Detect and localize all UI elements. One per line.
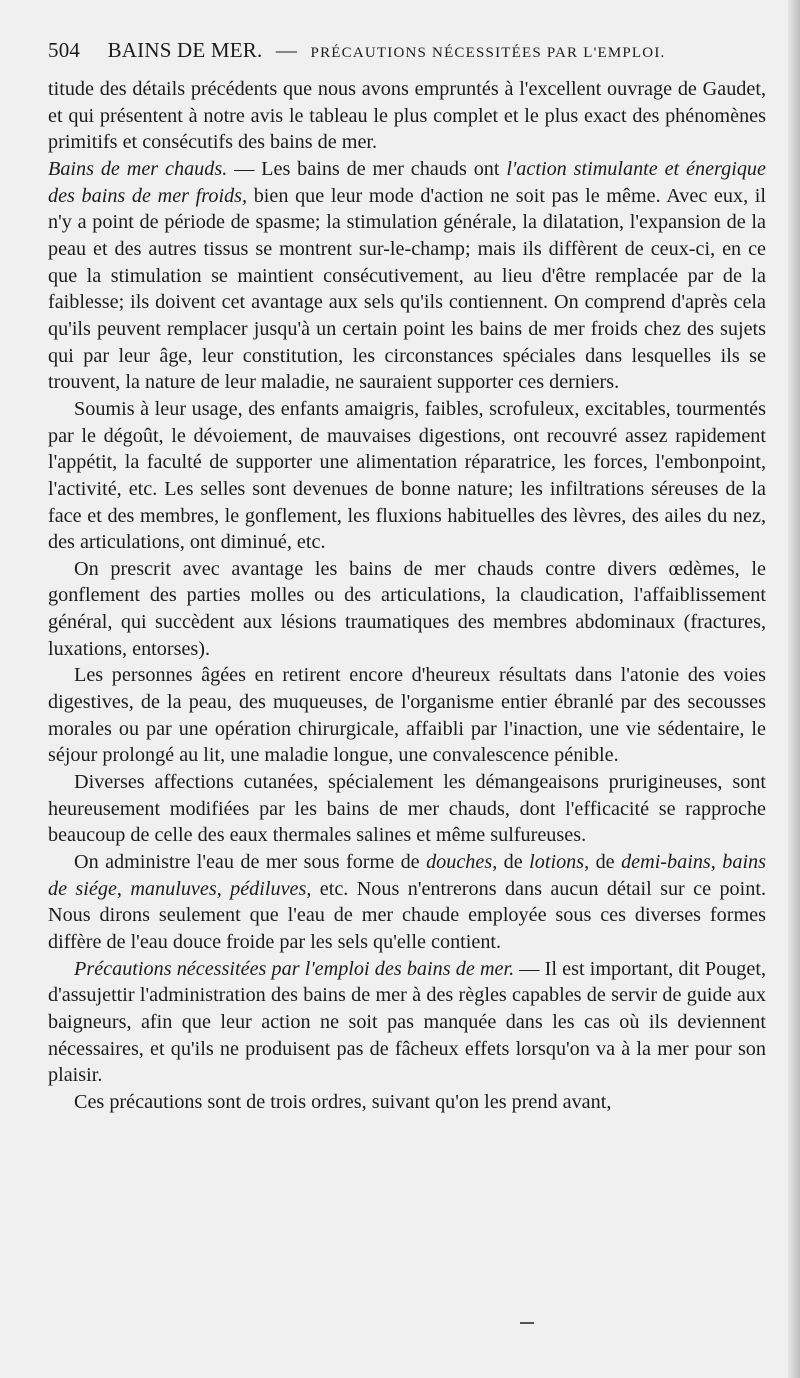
term-douches: douches — [426, 851, 493, 874]
text-run: — Les bains de mer chauds ont — [227, 157, 507, 180]
text-run: , — [116, 877, 131, 900]
running-title: BAINS DE MER. — [107, 38, 263, 62]
paragraph-trois-ordres: Ces précautions sont de trois ordres, suivant qu'on les prend avant, — [74, 1090, 612, 1113]
running-header — [48, 38, 760, 70]
term-lotions: lotions — [529, 851, 585, 874]
paragraph-administration — [48, 849, 766, 956]
text-run: — Il est important, dit Pouget, d'assujettir l'administration des bains de mer à des règles capables de servir de guide aux baigneurs, afin que leur action ne soit pas manquée dans les cas où ils deviennent nécessaires, et qu'ils ne produisent pas de fâcheux effets lorsqu'on va à la mer pour son plaisir. — [48, 957, 766, 1087]
paragraph-continued: titude des détails précédents que nous avons empruntés à l'excellent ouvrage de Gaudet, et qui présentent à notre avis le tableau le plus complet et le plus exact des phénomènes primitifs et consécutifs des bains de mer. — [48, 78, 766, 154]
term-manuluves: manuluves — [130, 877, 217, 900]
paragraph-precautions — [48, 956, 766, 1089]
page-gutter-shadow — [788, 0, 800, 1378]
paragraph-enfants: Soumis à leur usage, des enfants amaigris, faibles, scrofuleux, excitables, tourmentés par le dégoût, le dévoiement, de mauvaises digestions, ont recouvré assez rapidement l'appétit, la faculté de supporter une alimentation réparatrice, les forces, l'embonpoint, l'activité, etc. Les selles sont devenues de bonne nature; les infiltrations séreuses de la face et des membres, le gonflement, les fluxions habituelles des lèvres, des ailes du nez, des articulations, ont diminué, etc. — [48, 397, 766, 554]
stray-mark — [520, 1322, 534, 1324]
term-bains-de-siege: bains de siége — [48, 851, 766, 900]
section-lead-bains-chauds: Bains de mer chauds. — [48, 157, 228, 180]
term-pediluves: pédiluves — [230, 877, 307, 900]
body-text — [48, 76, 766, 1116]
text-run: , — [216, 877, 231, 900]
text-run: , de — [492, 851, 530, 874]
paragraph-oedemes: On prescrit avec avantage les bains de mer chauds contre divers œdèmes, le gonflement des parties molles ou des articulations, la claudication, l'affaiblissement général, qui succèdent aux lésions traumatiques des membres abdominaux (fractures, luxations, entorses). — [48, 557, 766, 660]
paragraph-bains-chauds — [48, 156, 766, 396]
text-run: On administre l'eau de mer sous forme de — [74, 851, 427, 874]
text-run: , etc. Nous n'entrerons dans aucun détail sur ce point. Nous dirons seulement que l'eau de mer chaude employée sous ces diverses formes diffère de l'eau douce froide par les sels qu'elle contient. — [48, 877, 766, 953]
header-dash: — — [275, 38, 298, 62]
paragraph-personnes-agees: Les personnes âgées en retirent encore d'heureux résultats dans l'atonie des voies digestives, de la peau, des muqueuses, de l'organisme entier ébranlé par des secousses morales ou par une opération chirurgicale, affaibli par l'inaction, une vie sédentaire, le séjour prolongé au lit, une maladie longue, une convalescence pénible. — [48, 664, 766, 767]
emphasis-action: l'action stimulante et énergique des bains de mer froids, — [48, 157, 766, 207]
text-run: , — [710, 851, 723, 874]
page-number: 504 — [48, 38, 81, 62]
text-run: bien que leur mode d'action ne soit pas le même. Avec eux, il n'y a point de période de spasme; la stimulation générale, la dilatation, l'expansion de la peau et des autres tissus se montrent sur-le-champ; mais ils diffèrent de ceux-ci, en ce que la stimulation se maintient consécutivement, au lieu d'être remplacée par de la faiblesse; ils doivent cet avantage aux sels qu'ils contiennent. On comprend d'après cela qu'ils peuvent remplacer jusqu'à un certain point les bains de mer froids chez des sujets qui par leur âge, leur constitution, les circonstances spéciales dans lesquelles ils se trouvent, la nature de leur maladie, ne sauraient supporter ces derniers. — [48, 184, 766, 394]
term-demi-bains: demi-bains — [621, 851, 711, 874]
paragraph-affections-cutanees: Diverses affections cutanées, spécialement les démangeaisons prurigineuses, sont heureusement modifiées par les bains de mer chauds, dont l'efficacité se rapproche beaucoup de celle des eaux thermales salines et même sulfureuses. — [48, 771, 766, 847]
text-run: , de — [584, 851, 622, 874]
section-lead-precautions: Précautions nécessitées par l'emploi des bains de mer. — [74, 957, 515, 980]
running-subtitle: PRÉCAUTIONS NÉCESSITÉES PAR L'EMPLOI. — [310, 45, 666, 61]
